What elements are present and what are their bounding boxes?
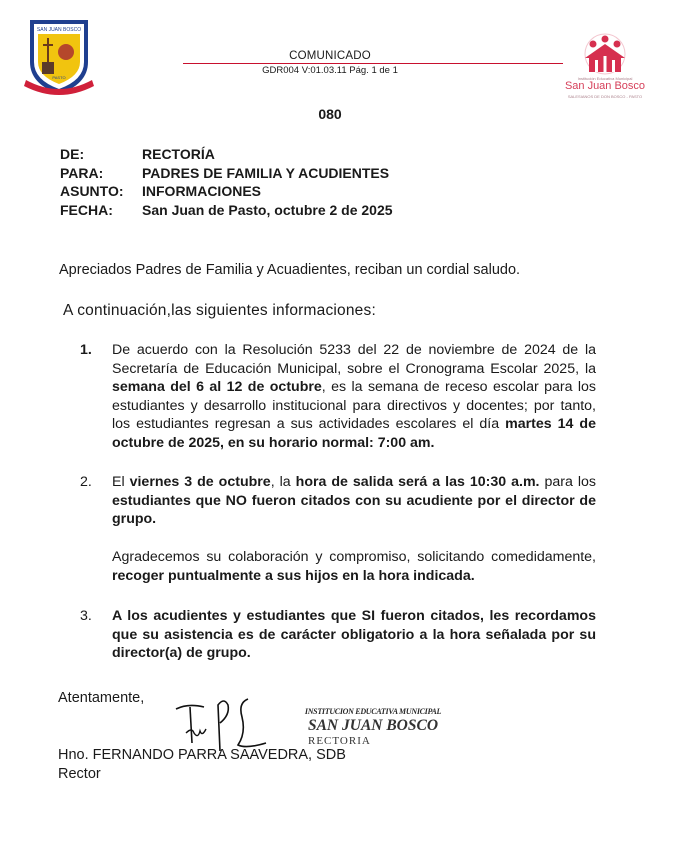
institution-stamp bbox=[298, 707, 448, 747]
bold-text-run: viernes 3 de octubre bbox=[129, 474, 271, 490]
greeting: Apreciados Padres de Familia y Acuadientes, reciban un cordial saludo. bbox=[59, 262, 521, 278]
field-value: INFORMACIONES bbox=[142, 183, 261, 199]
stamp-line-name: SAN JUAN BOSCO bbox=[307, 717, 439, 734]
memo-header-fields bbox=[60, 145, 393, 219]
logo-subtitle: Institución Educativa Municipal bbox=[577, 76, 633, 81]
list-item-1 bbox=[112, 341, 596, 452]
signer-name: Hno. FERNANDO PARRA SAAVEDRA, SDB bbox=[58, 747, 346, 763]
bold-text-run: recoger puntualmente a sus hijos en la hora indicada. bbox=[112, 567, 475, 584]
logo-tagline: SALESIANOS DE DON BOSCO - PASTO bbox=[567, 94, 643, 99]
header-divider-line bbox=[183, 63, 563, 64]
list-item-2 bbox=[112, 473, 596, 529]
institution-logo bbox=[555, 32, 665, 107]
school-crest-logo bbox=[20, 12, 98, 100]
text-run: para los bbox=[539, 474, 596, 490]
text-run: De acuerdo con la Resolución 5233 del 22 de noviembre de 2024 de la Secretaría de Educación Municipal, sobre el Cronograma Escolar 2025, la bbox=[112, 342, 596, 377]
list-item-2-followup bbox=[112, 548, 596, 585]
field-label: PARA: bbox=[60, 164, 104, 181]
document-code: GDR004 V:01.03.11 Pág. 1 de 1 bbox=[262, 65, 398, 76]
svg-text:SAN JUAN BOSCO: SAN JUAN BOSCO bbox=[36, 27, 82, 33]
text-run: Agradecemos su colaboración y compromiso, solicitando comedidamente, bbox=[112, 549, 596, 565]
item-number: 1. bbox=[80, 342, 92, 358]
closing-salutation: Atentamente, bbox=[58, 690, 145, 706]
bold-text-run: semana del 6 al 12 de octubre bbox=[112, 379, 322, 395]
stamp-line-institution: INSTITUCION EDUCATIVA MUNICIPAL bbox=[304, 707, 442, 716]
text-run: , es la semana de receso escolar para los estudiantes y desarrollo institucional para directivos y docentes; por tanto, los estudiantes regresan a sus actividades escolares el día bbox=[112, 379, 597, 432]
svg-text:PASTO: PASTO bbox=[52, 75, 66, 80]
item-number: 3. bbox=[80, 608, 92, 624]
field-label: DE: bbox=[60, 146, 85, 162]
text-run: , la bbox=[270, 474, 296, 490]
item-number: 2. bbox=[80, 474, 92, 490]
field-value: PADRES DE FAMILIA Y ACUDIENTES bbox=[142, 164, 390, 181]
field-from bbox=[60, 145, 393, 164]
list-item-3 bbox=[112, 607, 596, 663]
bold-text-run: A los acudientes y estudiantes que SI fueron citados, les recordamos que su asistencia es de carácter obligatorio a la hora señalada por su director(a) de grupo. bbox=[112, 608, 596, 661]
field-label: ASUNTO: bbox=[60, 183, 124, 199]
signature-icon bbox=[168, 693, 278, 755]
text-run: El bbox=[112, 474, 130, 490]
document-number: 080 bbox=[318, 106, 342, 122]
intro-line: A continuación,las siguientes informaciones: bbox=[63, 302, 376, 319]
stamp-line-office: RECTORIA bbox=[308, 735, 371, 747]
field-to bbox=[60, 164, 393, 183]
field-subject bbox=[60, 182, 393, 201]
logo-name: San Juan Bosco bbox=[564, 80, 646, 92]
handwritten-signature bbox=[168, 693, 278, 755]
salesian-houses-icon bbox=[555, 32, 655, 78]
bold-text-run: estudiantes que NO fueron citados con su acudiente por el director de grupo. bbox=[112, 492, 596, 527]
field-value: San Juan de Pasto, octubre 2 de 2025 bbox=[142, 201, 393, 218]
document-header-title: COMUNICADO bbox=[289, 50, 371, 62]
signer-title: Rector bbox=[58, 766, 101, 782]
bold-text-run: martes 14 de octubre de 2025, en su horario normal: 7:00 am. bbox=[112, 416, 596, 451]
bold-text-run: hora de salida será a las 10:30 a.m. bbox=[295, 474, 540, 490]
field-date bbox=[60, 201, 393, 220]
field-value: RECTORÍA bbox=[142, 146, 215, 162]
crest-shield-icon bbox=[20, 12, 98, 100]
field-label: FECHA: bbox=[60, 201, 113, 218]
